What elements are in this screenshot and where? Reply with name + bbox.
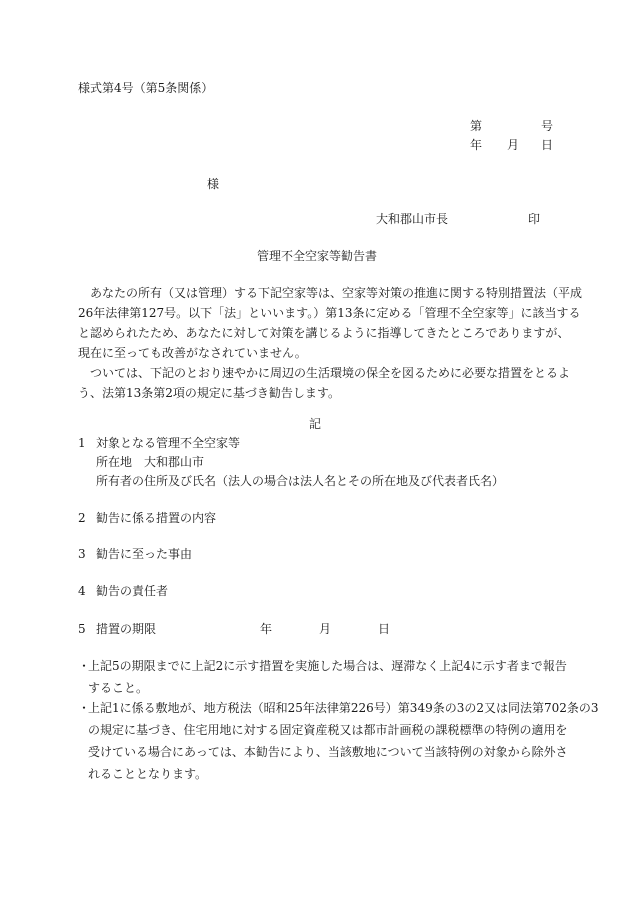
note-line: 上記5の期限までに上記2に示す措置を実施した場合は、遅滞なく上記4に示す者まで報告 bbox=[88, 659, 567, 673]
item-4-number: 4 bbox=[78, 584, 86, 598]
note-bullet: ・ bbox=[78, 701, 91, 715]
paragraph-line: ついては、下記のとおり速やかに周辺の生活環境の保全を図るために必要な措置をとるよ bbox=[90, 366, 571, 380]
item-3-number: 3 bbox=[78, 547, 86, 561]
paragraph-line: あなたの所有（又は管理）する下記空家等は、空家等対策の推進に関する特別措置法（平成 bbox=[90, 286, 583, 300]
date-day: 日 bbox=[541, 138, 554, 152]
body-paragraph-2 bbox=[78, 363, 571, 403]
note-1 bbox=[78, 655, 567, 699]
issuer-seal: 印 bbox=[528, 212, 541, 226]
item-1-owner: 所有者の住所及び氏名（法人の場合は法人名とその所在地及び代表者氏名） bbox=[96, 474, 505, 488]
note-line: 受けている場合にあっては、本勧告により、当該敷地について当該特例の対象から除外さ bbox=[88, 745, 568, 759]
paragraph-line: う、法第13条第2項の規定に基づき勧告します。 bbox=[78, 386, 340, 400]
note-line: すること。 bbox=[88, 681, 149, 695]
recipient-honorific: 様 bbox=[207, 177, 220, 191]
ki-heading: 記 bbox=[309, 417, 322, 431]
item-5-number: 5 bbox=[78, 622, 86, 636]
item-5-year: 年 bbox=[260, 622, 273, 636]
note-line: の規定に基づき、住宅用地に対する固定資産税又は都市計画税の課税標準の特例の適用を bbox=[88, 723, 568, 737]
item-2-number: 2 bbox=[78, 511, 86, 525]
issuer-title: 大和郡山市長 bbox=[376, 212, 449, 226]
item-1-label: 対象となる管理不全空家等 bbox=[96, 436, 241, 450]
date-year: 年 bbox=[470, 138, 483, 152]
item-3-label: 勧告に至った事由 bbox=[96, 547, 193, 561]
document-number-prefix: 第 bbox=[470, 119, 483, 133]
form-label: 様式第4号（第5条関係） bbox=[78, 81, 214, 95]
item-5-day: 日 bbox=[378, 622, 391, 636]
item-1-number: 1 bbox=[78, 436, 86, 450]
note-2 bbox=[78, 697, 599, 785]
note-line: 上記1に係る敷地が、地方税法（昭和25年法律第226号）第349条の3の2又は同法第702条の3 bbox=[88, 701, 599, 715]
item-2-label: 勧告に係る措置の内容 bbox=[96, 511, 217, 525]
paragraph-line: と認められたため、あなたに対して対策を講じるように指導してきたところでありますが、 bbox=[78, 326, 570, 340]
paragraph-line: 現在に至っても改善がなされていません。 bbox=[78, 346, 307, 360]
item-4-label: 勧告の責任者 bbox=[96, 584, 169, 598]
document-title: 管理不全空家等勧告書 bbox=[257, 249, 378, 263]
note-line: れることとなります。 bbox=[88, 767, 208, 781]
document-number-suffix: 号 bbox=[541, 119, 554, 133]
date-month: 月 bbox=[507, 138, 520, 152]
item-5-month: 月 bbox=[319, 622, 332, 636]
item-1-location: 所在地 大和郡山市 bbox=[96, 455, 205, 469]
item-5-label: 措置の期限 bbox=[96, 622, 157, 636]
paragraph-line: 26年法律第127号。以下「法」といいます。）第13条に定める「管理不全空家等」に該当する bbox=[78, 306, 581, 320]
body-paragraph-1 bbox=[78, 283, 583, 363]
note-bullet: ・ bbox=[78, 659, 91, 673]
